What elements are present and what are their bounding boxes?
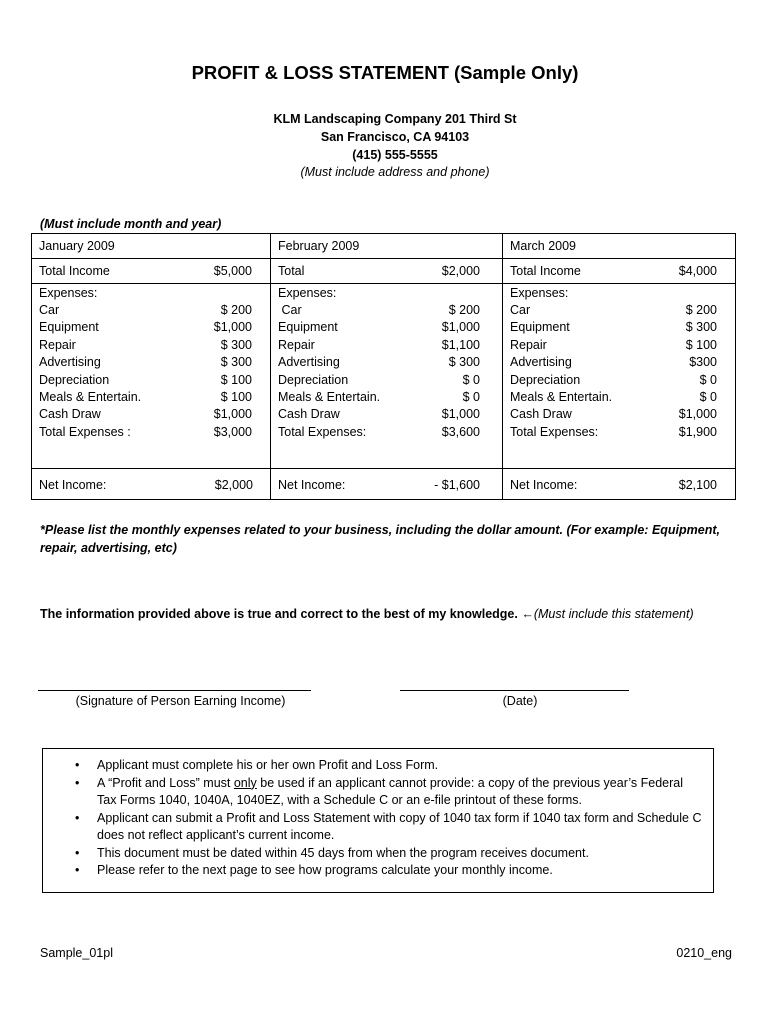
expense-value: $ 100	[220, 372, 252, 387]
expense-label: Total Expenses :	[39, 424, 131, 439]
expense-label: Depreciation	[278, 372, 349, 387]
net-income-value: $2,000	[214, 478, 253, 492]
expense-instructions: *Please list the monthly expenses related to your business, including the dollar amount. (For example: Equipment, repair, advertising, etc)	[40, 523, 720, 555]
certification-statement	[40, 607, 694, 621]
month-header-february: February 2009	[278, 239, 360, 253]
expense-label: Advertising	[278, 355, 340, 370]
list-item: • Please refer to the next page to see how programs calculate your monthly income.	[73, 862, 703, 880]
expense-value: $1,100	[441, 337, 480, 352]
company-name-address: KLM Landscaping Company 201 Third St	[273, 112, 517, 126]
expense-label: Advertising	[39, 355, 101, 370]
company-phone: (415) 555-5555	[352, 148, 438, 162]
footer-left: Sample_01pl	[40, 946, 113, 960]
expense-value: $ 100	[685, 337, 717, 352]
net-income-label: Net Income:	[39, 478, 107, 492]
net-income-label: Net Income:	[510, 478, 578, 492]
signature-line[interactable]	[38, 690, 311, 691]
expense-value: $3,000	[213, 424, 252, 439]
income-label: Total Income	[39, 264, 110, 278]
income-label: Total	[278, 264, 305, 278]
expense-value: $3,600	[441, 424, 480, 439]
expense-label: Cash Draw	[278, 407, 340, 422]
expense-label: Car	[510, 303, 531, 317]
date-label: (Date)	[502, 694, 538, 708]
footer-right: 0210_eng	[676, 946, 732, 960]
expense-label: Repair	[39, 337, 76, 352]
page-title: PROFIT & LOSS STATEMENT (Sample Only)	[191, 62, 579, 83]
expenses-label: Expenses:	[278, 286, 337, 300]
expense-value: $ 300	[220, 355, 252, 370]
expense-value: $ 0	[462, 390, 480, 404]
income-label: Total Income	[510, 264, 581, 278]
expense-value: $ 0	[699, 390, 717, 404]
expense-value: $1,900	[678, 424, 717, 439]
expense-label: Cash Draw	[510, 407, 572, 422]
list-item: • Applicant can submit a Profit and Loss Statement with copy of 1040 tax form if 1040 tax form and Schedule C does not reflect applicant’s current income.	[75, 810, 702, 842]
instructions-box	[42, 748, 714, 893]
expense-value: $1,000	[213, 407, 252, 422]
expense-label: Cash Draw	[39, 407, 101, 422]
company-city: San Francisco, CA 94103	[320, 130, 470, 144]
bullet-icon: •	[75, 863, 80, 877]
expense-label: Total Expenses:	[510, 424, 599, 439]
expense-value: $ 300	[220, 337, 252, 352]
expense-label: Equipment	[39, 320, 99, 335]
address-note: (Must include address and phone)	[300, 165, 490, 179]
list-item: • This document must be dated within 45 days from when the program receives document.	[73, 845, 703, 863]
expense-value: $ 300	[685, 320, 717, 335]
expense-value: $ 100	[220, 390, 252, 404]
expense-label: Meals & Entertain.	[278, 390, 381, 404]
income-value: $4,000	[678, 264, 717, 278]
expenses-label: Expenses:	[39, 286, 98, 300]
expense-value: $ 0	[462, 372, 480, 387]
list-item: • Applicant must complete his or her own Profit and Loss Form.	[73, 757, 703, 775]
signature-label: (Signature of Person Earning Income)	[75, 694, 286, 708]
net-income-label: Net Income:	[278, 478, 346, 492]
expense-value: $1,000	[441, 320, 480, 335]
expense-value: $300	[689, 355, 717, 370]
profit-loss-table	[31, 233, 736, 500]
expense-label: Total Expenses:	[278, 424, 367, 439]
list-item: • A “Profit and Loss” must only be used if an applicant cannot provide: a copy of the previous year’s Federal Tax Forms 1040, 1040A, 1040EZ, with a Schedule C or an e-file printout of these forms.	[75, 775, 683, 807]
expense-label: Advertising	[510, 355, 572, 370]
statement-hint: (Must include this statement)	[533, 607, 694, 621]
expense-value: $ 300	[448, 355, 480, 370]
income-value: $5,000	[213, 264, 252, 278]
arrow-left-icon: ←	[521, 607, 534, 621]
expense-value: $1,000	[678, 407, 717, 422]
expense-label: Equipment	[510, 320, 570, 335]
net-income-value: - $1,600	[434, 478, 480, 492]
bullet-icon: •	[75, 758, 80, 772]
expense-value: $ 200	[685, 303, 717, 317]
expense-label: Meals & Entertain.	[510, 390, 613, 404]
expense-value: $1,000	[213, 320, 252, 335]
income-value: $2,000	[441, 264, 480, 278]
expense-label: Depreciation	[510, 372, 581, 387]
bullet-icon: •	[75, 845, 80, 860]
bullet-icon: •	[75, 810, 80, 825]
expense-value: $ 200	[220, 303, 252, 317]
month-year-note: (Must include month and year)	[40, 217, 222, 231]
expense-label: Car	[278, 303, 302, 317]
expense-label: Car	[39, 303, 60, 317]
expense-value: $ 0	[699, 372, 717, 387]
expense-value: $1,000	[441, 407, 480, 422]
expense-label: Equipment	[278, 320, 338, 335]
expense-value: $ 200	[448, 303, 480, 317]
month-header-january: January 2009	[39, 239, 115, 253]
statement-text: The information provided above is true and correct to the best of my knowledge.	[40, 607, 518, 621]
expense-label: Repair	[510, 337, 547, 352]
expense-label: Repair	[278, 337, 315, 352]
expense-label: Meals & Entertain.	[39, 390, 142, 404]
month-header-march: March 2009	[510, 239, 577, 253]
bullet-icon: •	[75, 775, 80, 790]
net-income-value: $2,100	[678, 478, 717, 492]
expenses-label: Expenses:	[510, 286, 569, 300]
expense-label: Depreciation	[39, 372, 110, 387]
date-line[interactable]	[400, 690, 629, 691]
